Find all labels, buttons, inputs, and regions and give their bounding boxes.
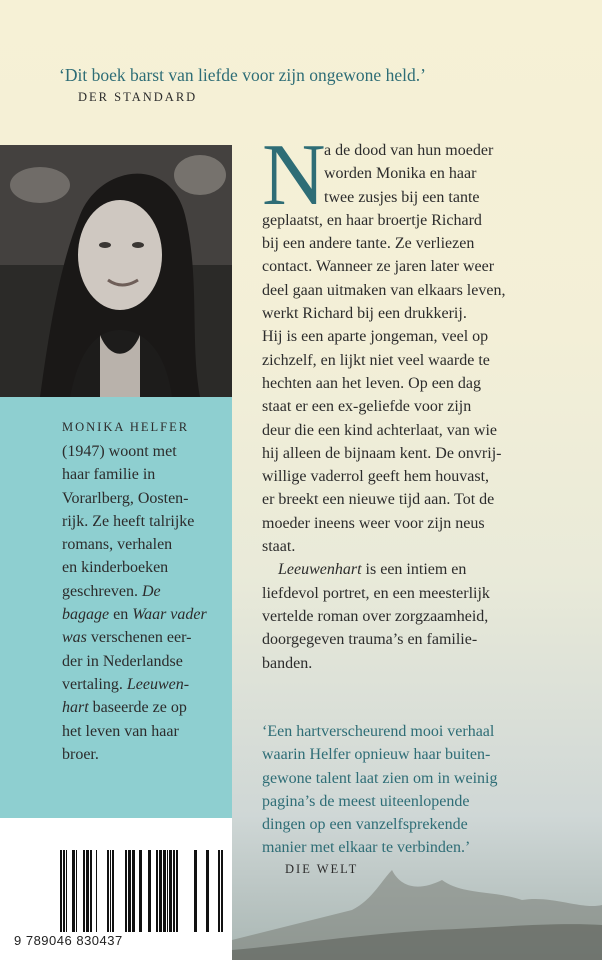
book-title: Leeuwenhart xyxy=(278,561,362,579)
blurb-text-run: is een intiem en xyxy=(361,561,467,579)
bio-text-run: Waar vader xyxy=(132,606,207,624)
bio-line xyxy=(62,673,227,696)
blurb-text xyxy=(262,139,582,675)
top-quote-source: DER STANDARD xyxy=(78,90,198,104)
top-quote-text: ‘Dit boek barst van liefde voor zijn ongewone held.’ xyxy=(59,65,426,85)
bio-text-run: baseerde ze op xyxy=(88,699,187,717)
blurb-line: doorgegeven trauma’s en familie- xyxy=(262,631,478,649)
review-quote-line: ‘Een hartverscheurend mooi verhaal xyxy=(262,723,495,740)
bio-text-run: en kinderboeken xyxy=(62,559,169,577)
review-quote-line: manier met elkaar te verbinden.’ xyxy=(262,839,471,857)
blurb-line: banden. xyxy=(262,654,313,672)
review-quote-line: gewone talent laat zien om in weinig xyxy=(262,769,498,787)
blurb-line: willige vaderrol geeft hem houvast, xyxy=(262,468,490,486)
bio-line xyxy=(62,603,227,626)
blurb-line: a de dood van hun moeder xyxy=(324,142,494,159)
isbn-number: 9 789046 830437 xyxy=(14,933,123,948)
bio-text-run: hart xyxy=(62,699,89,717)
bio-line xyxy=(62,487,227,510)
blurb-line: worden Monika en haar xyxy=(324,165,477,183)
bio-text-run: bagage xyxy=(62,606,110,624)
bio-line xyxy=(62,696,227,719)
author-bio xyxy=(62,440,227,766)
blurb-line: zichzelf, en lijkt niet veel waarde te xyxy=(262,351,490,369)
bio-text-run: verschenen eer- xyxy=(86,629,192,647)
drop-cap: N xyxy=(262,127,326,224)
bio-line xyxy=(62,463,227,486)
bio-text-run: Vorarlberg, Oosten- xyxy=(62,489,189,507)
blurb-line: moeder ineens weer voor zijn neus xyxy=(262,514,485,532)
blurb-line: hij alleen de bijnaam kent. De onvrij- xyxy=(262,444,502,462)
bio-line xyxy=(62,580,227,603)
bio-line xyxy=(62,626,227,649)
review-quote-line: dingen op een vanzelfsprekende xyxy=(262,816,468,834)
bio-text-run: rijk. Ze heeft talrijke xyxy=(62,512,195,530)
blurb-line xyxy=(262,558,582,581)
bio-line xyxy=(62,510,227,533)
bio-line xyxy=(62,650,227,673)
bio-text-run: romans, verhalen xyxy=(62,536,173,554)
bio-line xyxy=(62,556,227,579)
bio-text-run: haar familie in xyxy=(62,466,156,484)
blurb-line: geplaatst, en haar broertje Richard xyxy=(262,211,482,229)
barcode xyxy=(60,850,223,932)
review-quote-line: pagina’s de meest uiteenlopende xyxy=(262,792,470,810)
bio-text-run: het leven van haar xyxy=(62,722,179,740)
bio-line xyxy=(62,533,227,556)
blurb-line: er breekt een nieuwe tijd aan. Tot de xyxy=(262,491,495,509)
blurb-line: werkt Richard bij een drukkerij. xyxy=(262,305,467,323)
blurb-line: hechten aan het leven. Op een dag xyxy=(262,374,482,392)
bio-text-run: was xyxy=(62,629,87,647)
blurb-line: vertelde roman over zorgzaamheid, xyxy=(262,607,489,625)
review-quote-line: waarin Helfer opnieuw haar buiten- xyxy=(262,746,491,764)
bio-line xyxy=(62,743,227,766)
blurb-line: deur die een kind achterlaat, van wie xyxy=(262,421,497,439)
bio-line xyxy=(62,440,227,463)
bio-text-run: geschreven. xyxy=(62,582,142,600)
blurb-line: liefdevol portret, en een meesterlijk xyxy=(262,584,490,602)
bio-text-run: Leeuwen- xyxy=(126,675,190,693)
review-quote xyxy=(262,720,592,860)
bio-text-run: De xyxy=(141,582,161,600)
blurb-line: twee zusjes bij een tante xyxy=(324,188,480,206)
review-quote-source: DIE WELT xyxy=(285,862,359,876)
blurb-line: staat. xyxy=(262,538,296,556)
blurb xyxy=(262,139,582,675)
bio-text-run: en xyxy=(109,606,133,624)
blurb-line: deel gaan uitmaken van elkaars leven, xyxy=(262,281,506,299)
author-photo xyxy=(0,145,232,397)
blurb-line: bij een andere tante. Ze verliezen xyxy=(262,235,475,253)
bio-text-run: vertaling. xyxy=(62,675,127,693)
blurb-line: staat er een ex-geliefde voor zijn xyxy=(262,398,472,416)
bio-text-run: broer. xyxy=(62,745,99,763)
bio-text-run: (1947) woont met xyxy=(62,443,177,460)
bio-line xyxy=(62,720,227,743)
blurb-line: Hij is een aparte jongeman, veel op xyxy=(262,328,489,346)
bio-text-run: der in Nederlandse xyxy=(62,652,183,670)
grass-decoration xyxy=(232,860,602,960)
author-name: MONIKA HELFER xyxy=(62,420,190,434)
blurb-line: contact. Wanneer ze jaren later weer xyxy=(262,258,495,276)
top-quote xyxy=(59,64,579,105)
